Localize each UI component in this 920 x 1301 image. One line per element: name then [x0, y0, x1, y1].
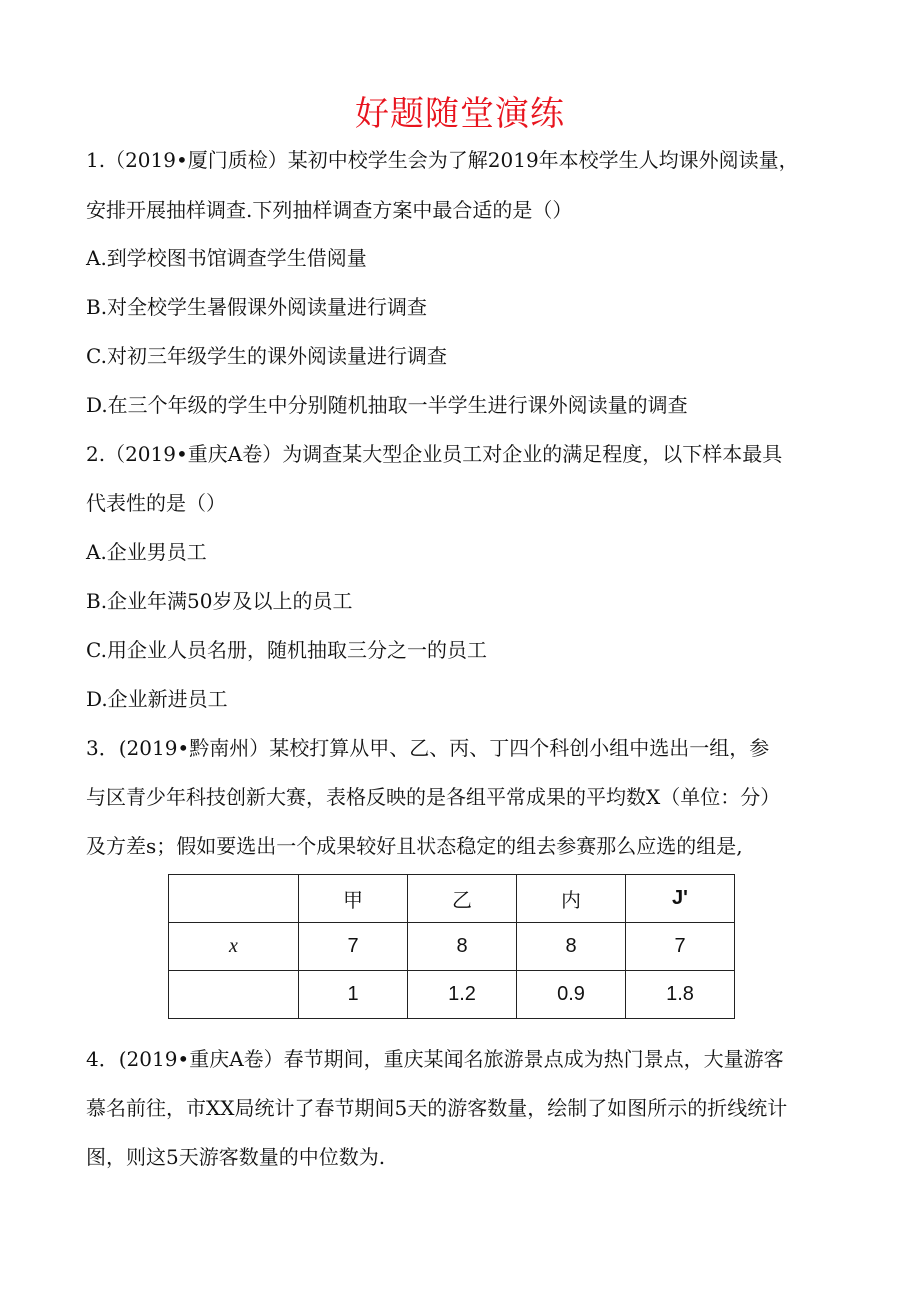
table-cell: 8	[408, 923, 517, 971]
q2-option-d: D.企业新进员工	[86, 687, 228, 711]
table-cell: 0.9	[517, 971, 626, 1019]
table-cell	[169, 971, 299, 1019]
q1-option-b: B.对全校学生暑假课外阅读量进行调查	[86, 295, 428, 319]
q3-data-table	[168, 874, 735, 1019]
q1-option-c: C.对初三年级学生的课外阅读量进行调查	[86, 344, 447, 368]
q3-stem-line-2: 与区青少年科技创新大赛，表格反映的是各组平常成果的平均数X（单位：分）	[86, 785, 781, 809]
q1-stem-line-1: 1.（2019•厦门质检）某初中校学生会为了解2019年本校学生人均课外阅读量，	[86, 148, 799, 172]
table-cell: J'	[626, 875, 735, 923]
q1-option-a: A.到学校图书馆调查学生借阅量	[86, 246, 367, 270]
table-cell: x	[169, 923, 299, 971]
q2-option-a: A.企业男员工	[86, 540, 207, 564]
q1-stem-line-2: 安排开展抽样调查.下列抽样调查方案中最合适的是（）	[86, 198, 573, 222]
q2-option-c: C.用企业人员名册，随机抽取三分之一的员工	[86, 638, 487, 662]
table-cell: 乙	[408, 875, 517, 923]
q4-stem-line-2: 慕名前往，市XX局统计了春节期间5天的游客数量，绘制了如图所示的折线统计	[86, 1096, 788, 1120]
table-cell: 1	[299, 971, 408, 1019]
q2-stem-line-2: 代表性的是（）	[86, 491, 226, 515]
page-title: 好题随堂演练	[355, 94, 565, 134]
q4-stem-line-1: 4．(2019•重庆A卷）春节期间，重庆某闻名旅游景点成为热门景点，大量游客	[86, 1047, 784, 1071]
q2-option-b: B.企业年满50岁及以上的员工	[86, 589, 353, 613]
table-cell: 甲	[299, 875, 408, 923]
q1-option-d: D.在三个年级的学生中分别随机抽取一半学生进行课外阅读量的调查	[86, 393, 688, 417]
table-row	[169, 923, 735, 971]
q4-stem-line-3: 图，则这5天游客数量的中位数为.	[86, 1145, 386, 1169]
table-cell: 8	[517, 923, 626, 971]
table-cell	[169, 875, 299, 923]
q3-stem-line-1: 3．(2019•黔南州）某校打算从甲、乙、丙、丁四个科创小组中选出一组，参	[86, 736, 770, 760]
table-cell: 1.8	[626, 971, 735, 1019]
q2-stem-line-1: 2.（2019•重庆A卷）为调查某大型企业员工对企业的满足程度，以下样本最具	[86, 442, 783, 466]
table-cell: 内	[517, 875, 626, 923]
table-header-row	[169, 875, 735, 923]
table-cell: 7	[626, 923, 735, 971]
table-cell: 1.2	[408, 971, 517, 1019]
q3-stem-line-3: 及方差s；假如要选出一个成果较好且状态稳定的组去参赛那么应选的组是,	[86, 834, 743, 858]
table-row	[169, 971, 735, 1019]
table-cell: 7	[299, 923, 408, 971]
